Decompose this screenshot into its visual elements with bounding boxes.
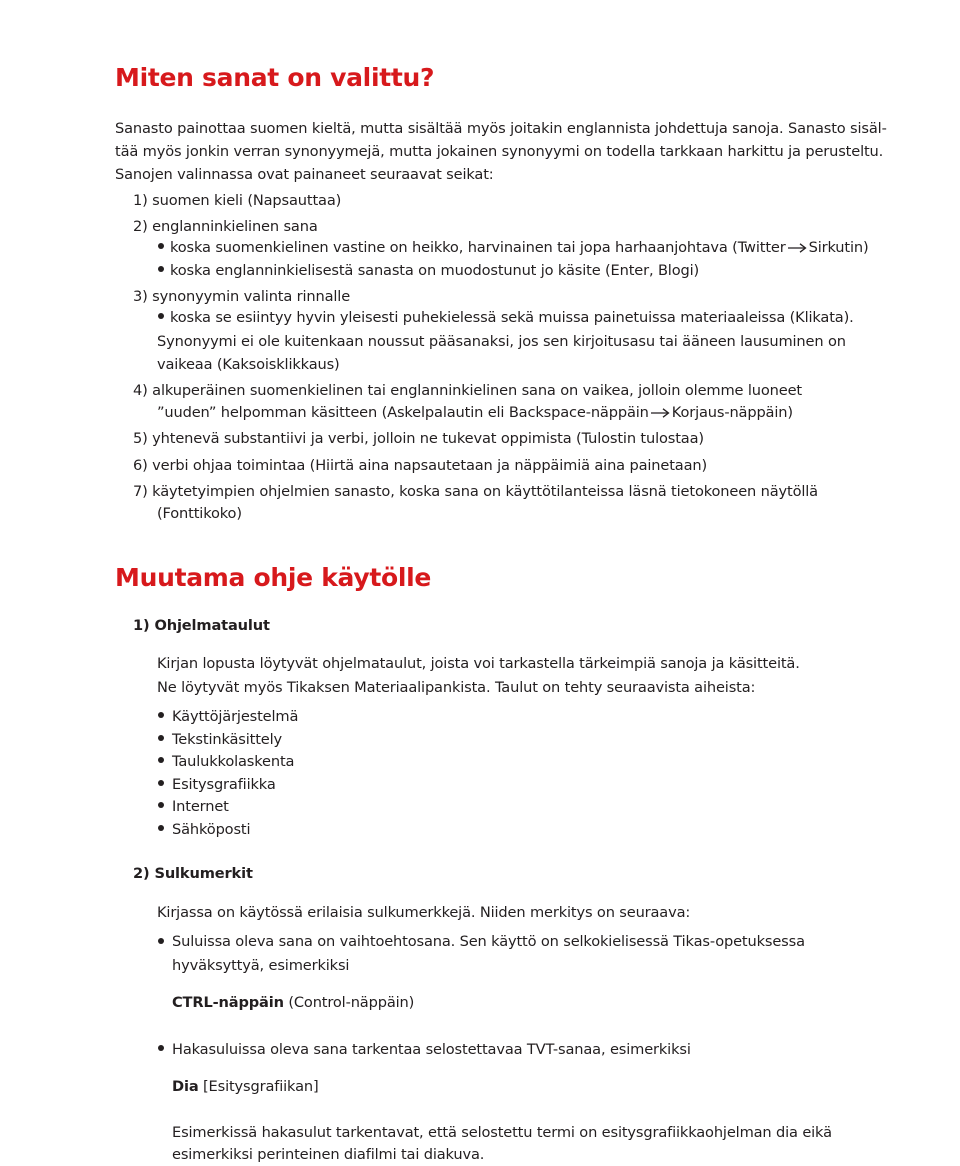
topic-list-item: Internet bbox=[172, 798, 229, 815]
arrow-right-icon bbox=[788, 243, 807, 253]
topic-list-item: Sähköposti bbox=[172, 821, 251, 838]
topic-list-item: Taulukkolaskenta bbox=[172, 753, 295, 770]
intro-line-1: Sanasto painottaa suomen kieltä, mutta sisältää myös joitakin englannista johdettuja sanoja. Sanasto sisäl- bbox=[115, 120, 887, 137]
topic-list-item: Tekstinkäsittely bbox=[172, 731, 283, 748]
arrow-right-icon bbox=[651, 408, 670, 418]
criteria-item-3: 3) synonyymin valinta rinnalle bbox=[133, 288, 351, 305]
brackets-bullet-2: Hakasuluissa oleva sana tarkentaa selostettavaa TVT-sanaa, esimerkiksi bbox=[172, 1041, 691, 1058]
criteria-item-2-bullet-1: koska suomenkielinen vastine on heikko, harvinainen tai jopa harhaanjohtava (Twitter Sirkutin) bbox=[170, 239, 869, 256]
subheading-program-tables: 1) Ohjelmataulut bbox=[133, 617, 270, 634]
program-tables-line-2: Ne löytyvät myös Tikaksen Materiaalipankista. Taulut on tehty seuraavista aiheista: bbox=[157, 679, 756, 696]
bullet-icon bbox=[158, 780, 164, 786]
bullet-icon bbox=[158, 243, 164, 249]
criteria-item-5: 5) yhtenevä substantiivi ja verbi, jolloin ne tukevat oppimista (Tulostin tulostaa) bbox=[133, 430, 704, 447]
program-tables-line-1: Kirjan lopusta löytyvät ohjelmataulut, joista voi tarkastella tärkeimpiä sanoja ja käsitteitä. bbox=[157, 655, 800, 672]
criteria-item-4-line-1: 4) alkuperäinen suomenkielinen tai englanninkielinen sana on vaikea, jolloin olemme luoneet bbox=[133, 382, 802, 399]
criteria-item-7-line-2: (Fonttikoko) bbox=[157, 505, 242, 522]
bullet-icon bbox=[158, 712, 164, 718]
criteria-item-6: 6) verbi ohjaa toimintaa (Hiirtä aina napsautetaan ja näppäimiä aina painetaan) bbox=[133, 457, 708, 474]
criteria-item-7-line-1: 7) käytetyimpien ohjelmien sanasto, koska sana on käyttötilanteissa läsnä tietokoneen näytöllä bbox=[133, 483, 818, 500]
brackets-final-line-2: esimerkiksi perinteinen diafilmi tai diakuva. bbox=[172, 1146, 485, 1163]
bullet-icon bbox=[158, 802, 164, 808]
criteria-item-3-cont-1: Synonyymi ei ole kuitenkaan noussut pääsanaksi, jos sen kirjoitusasu tai ääneen lausuminen on bbox=[157, 333, 846, 350]
bullet-icon bbox=[158, 757, 164, 763]
section-heading-word-selection: Miten sanat on valittu? bbox=[115, 63, 435, 92]
bullet-icon bbox=[158, 735, 164, 741]
section-heading-usage: Muutama ohje käytölle bbox=[115, 563, 432, 592]
brackets-final-line-1: Esimerkissä hakasulut tarkentavat, että selostettu termi on esitysgrafiikkaohjelman dia eikä bbox=[172, 1124, 832, 1141]
topic-list-item: Esitysgrafiikka bbox=[172, 776, 276, 793]
topic-list-item: Käyttöjärjestelmä bbox=[172, 708, 299, 725]
criteria-item-2-bullet-2: koska englanninkielisestä sanasta on muodostunut jo käsite (Enter, Blogi) bbox=[170, 262, 700, 279]
brackets-intro: Kirjassa on käytössä erilaisia sulkumerkkejä. Niiden merkitys on seuraava: bbox=[157, 904, 691, 921]
criteria-item-1: 1) suomen kieli (Napsauttaa) bbox=[133, 192, 342, 209]
bullet-icon bbox=[158, 1045, 164, 1051]
subheading-brackets: 2) Sulkumerkit bbox=[133, 865, 253, 882]
example-slide: Dia [Esitysgrafiikan] bbox=[172, 1078, 319, 1095]
intro-line-3: Sanojen valinnassa ovat painaneet seuraavat seikat: bbox=[115, 166, 494, 183]
example-ctrl-key: CTRL-näppäin (Control-näppäin) bbox=[172, 994, 415, 1011]
bullet-icon bbox=[158, 266, 164, 272]
criteria-item-3-cont-2: vaikeaa (Kaksoisklikkaus) bbox=[157, 356, 340, 373]
criteria-item-3-bullet-1: koska se esiintyy hyvin yleisesti puhekielessä sekä muissa painetuissa materiaaleissa (Klikata). bbox=[170, 309, 854, 326]
bullet-icon bbox=[158, 825, 164, 831]
bullet-icon bbox=[158, 313, 164, 319]
brackets-bullet-1-line-1: Suluissa oleva sana on vaihtoehtosana. Sen käyttö on selkokielisessä Tikas-opetuksessa bbox=[172, 933, 805, 950]
intro-line-2: tää myös jonkin verran synonyymejä, mutta jokainen synonyymi on todella tarkkaan harkittu ja perusteltu. bbox=[115, 143, 884, 160]
criteria-item-4-line-2: ”uuden” helpomman käsitteen (Askelpalautin eli Backspace-näppäin Korjaus-näppäin) bbox=[157, 404, 793, 421]
bullet-icon bbox=[158, 938, 164, 944]
criteria-item-2: 2) englanninkielinen sana bbox=[133, 218, 318, 235]
brackets-bullet-1-line-2: hyväksyttyä, esimerkiksi bbox=[172, 957, 350, 974]
